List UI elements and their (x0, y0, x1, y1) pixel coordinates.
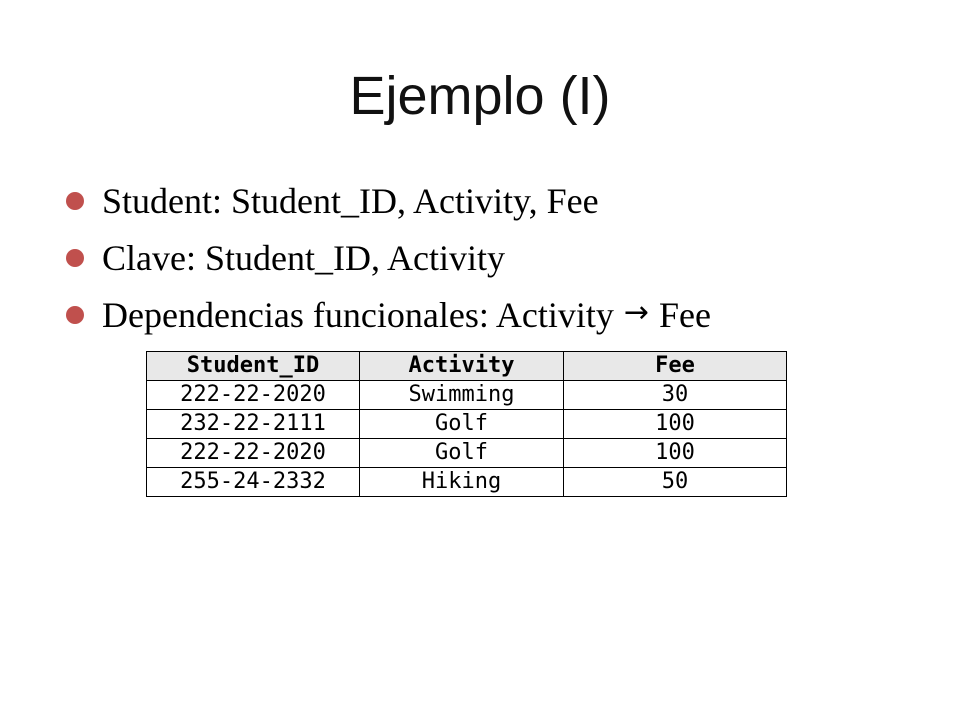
bullet-dot-icon (66, 306, 84, 324)
cell-fee: 30 (564, 381, 787, 410)
cell-activity: Swimming (360, 381, 564, 410)
column-header-activity: Activity (360, 352, 564, 381)
cell-activity: Golf (360, 410, 564, 439)
column-header-student-id: Student_ID (147, 352, 360, 381)
table-row (147, 439, 787, 468)
bullet-text: Clave: Student_ID, Activity (102, 237, 505, 278)
cell-activity: Golf (360, 439, 564, 468)
cell-fee: 50 (564, 468, 787, 497)
cell-student-id: 232-22-2111 (147, 410, 360, 439)
bullet-list (66, 172, 711, 343)
slide-title: Ejemplo (I) (349, 66, 611, 126)
table-row (147, 381, 787, 410)
cell-student-id: 255-24-2332 (147, 468, 360, 497)
bullet-item-student (66, 172, 711, 229)
bullet-text-prefix: Dependencias funcionales: Activity (102, 294, 614, 335)
bullet-item-clave (66, 229, 711, 286)
bullet-text-suffix: Fee (658, 294, 711, 335)
cell-fee: 100 (564, 410, 787, 439)
student-table (146, 351, 787, 497)
bullet-text: Student: Student_ID, Activity, Fee (102, 180, 599, 221)
cell-activity: Hiking (360, 468, 564, 497)
column-header-fee: Fee (564, 352, 787, 381)
right-arrow-icon: → (623, 295, 649, 330)
cell-fee: 100 (564, 439, 787, 468)
bullet-item-dependencias (66, 286, 711, 343)
cell-student-id: 222-22-2020 (147, 439, 360, 468)
bullet-dot-icon (66, 192, 84, 210)
bullet-dot-icon (66, 249, 84, 267)
table-row (147, 410, 787, 439)
table-row (147, 468, 787, 497)
table-header-row (147, 352, 787, 381)
cell-student-id: 222-22-2020 (147, 381, 360, 410)
